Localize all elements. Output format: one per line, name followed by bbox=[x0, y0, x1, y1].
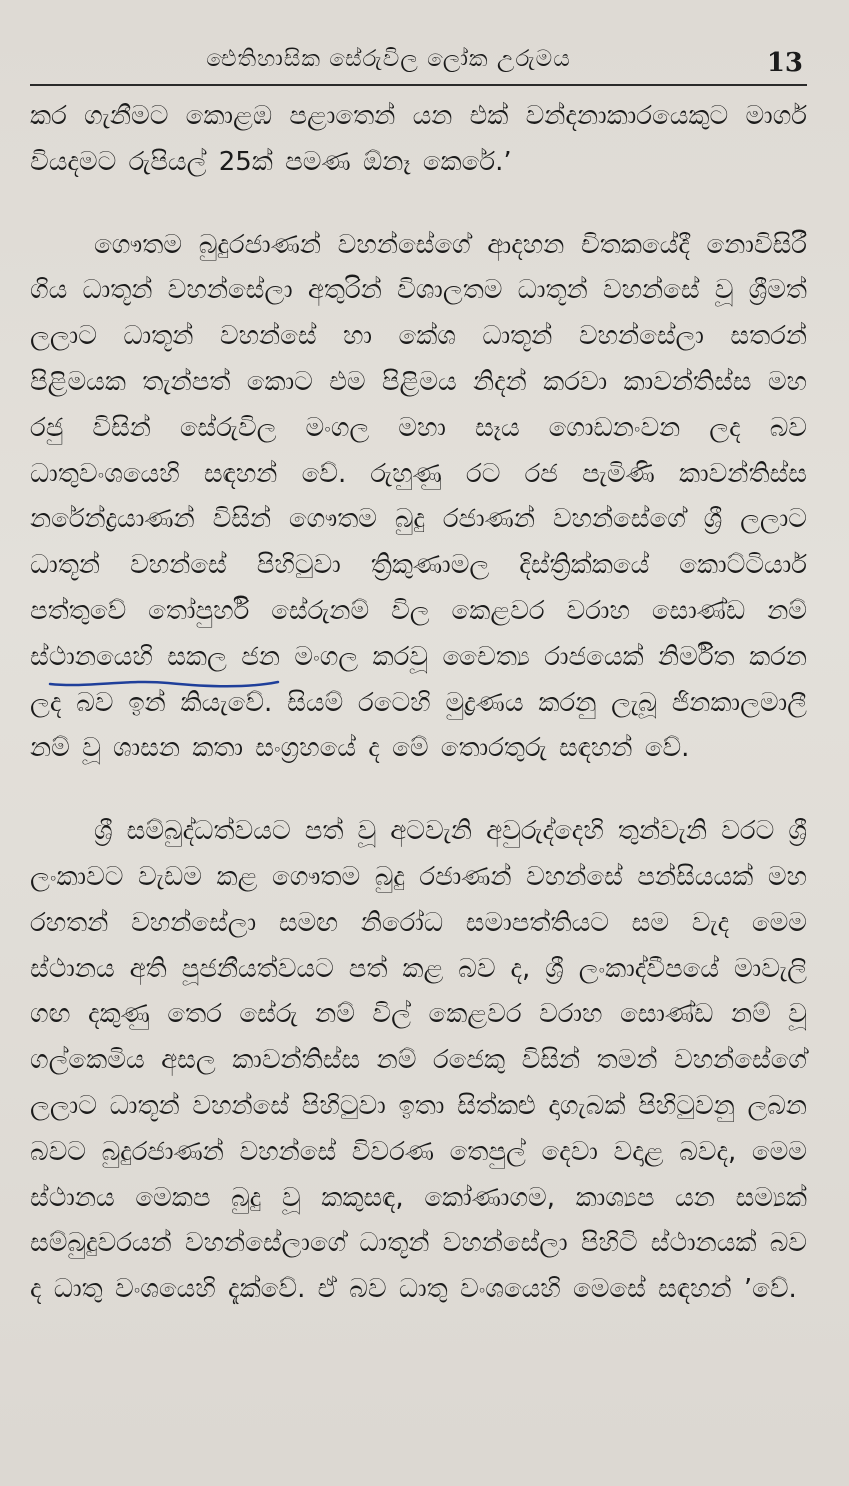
body-text bbox=[30, 94, 807, 1313]
running-title: ඓතිහාසික සේරුවිල ලෝක උරුමය bbox=[206, 46, 571, 72]
paragraph-3: ශ්‍රී සම්බුද්ධත්වයට පත් වූ අටවැනි අවුරුද්දෙහි තුන්වැනි වරට ශ්‍රී ලංකාවට වැඩම කළ ගෞතම බුදු රජාණන් වහන්සේ පන්සියයක් මහ රහතන් වහන්සේලා සමඟ නිරෝධ සමාපත්තියට සම වැද මෙම ස්ථානය අති පූජනීයත්වයට පත් කළ බව ද, ශ්‍රී ලංකාද්වීපයේ මාවැලි ගඟ දකුණු තෙර සේරු නම් විල් කෙළවර වරාහ සොණ්ඩ නම් වූ ගල්කෙමිය අසල කාවන්තිස්ස නම් රජෙකු විසින් තමන් වහන්සේගේ ලලාට ධාතූන් වහන්සේ පිහිටුවා ඉතා සිත්කළු දාගැබක් පිහිටුවනු ලබන බවට බුදුරජාණන් වහන්සේ විවරණ තෙපුල් දෙවා වදාළ බවද, මෙම ස්ථානය මෙකප බුදු වූ කකුසඳ, කෝණාගම, කාශ්‍යප යන සම්‍යක් සම්බුදුවරයන් වහන්සේලාගේ ධාතූන් වහන්සේලා පිහිටි ස්ථානයක් බව ද ධාතු වංශයෙහි දැක්වේ. ඒ බව ධාතු වංශයෙහි මෙසේ සඳහන් ’වේ. bbox=[30, 816, 807, 1305]
paragraph-1: කර ගැනීමට කොළඹ පළාතෙන් යන එක් වන්දනාකාරයෙකුට මාර්ග වියදමට රුපියල් 25ක් පමණ ඕනෑ කෙරේ.’ bbox=[30, 101, 807, 177]
page-number: 13 bbox=[766, 48, 803, 78]
running-header bbox=[30, 40, 807, 86]
paragraph-2: ගෞතම බුදුරජාණන් වහන්සේගේ ආදහන චිතකයේදී නොවිසිරී ගිය ධාතූන් වහන්සේලා අතුරින් විශාලතම ධාතූන් වහන්සේ වූ ශ්‍රීමත් ලලාට ධාතූන් වහන්සේ හා කේශ ධාතූන් වහන්සේලා සතරන් පිළිමයක තැන්පත් කොට එම පිළිමය නිදන් කරවා කාවන්තිස්ස මහ රජු විසින් සේරුවිල මංගල මහා සෑය ගොඩනංවන ලද බව ධාතුවංශයෙහි සඳහන් වේ. රුහුණු රට රජ පැමිණි කාවන්තිස්ස නරේන්ද්‍රයාණන් විසින් ගෞතම බුදු රජාණන් වහන්සේගේ ශ්‍රී ලලාට ධාතූන් වහන්සේ පිහිටුවා ත්‍රිකුණාමල දිස්ත්‍රික්කයේ කොට්ටියාර් පත්තුවේ තෝපුර්හි සේරුනම් විල කෙළවර වරාහ සොණ්ඩ නම් ස්ථානයෙහි සකල ජන මංගල කරවූ චෛත්‍ය රාජයෙක් නිර්මිත කරන ලද බව ඉන් කියැවේ. සියම් රටෙහි මුද්‍රණය කරනු ලැබූ ජිනකාලමාලී නම් වූ ශාසන කතා සංග්‍රහයේ ද මේ තොරතුරු සඳහන් වේ. bbox=[30, 229, 807, 764]
